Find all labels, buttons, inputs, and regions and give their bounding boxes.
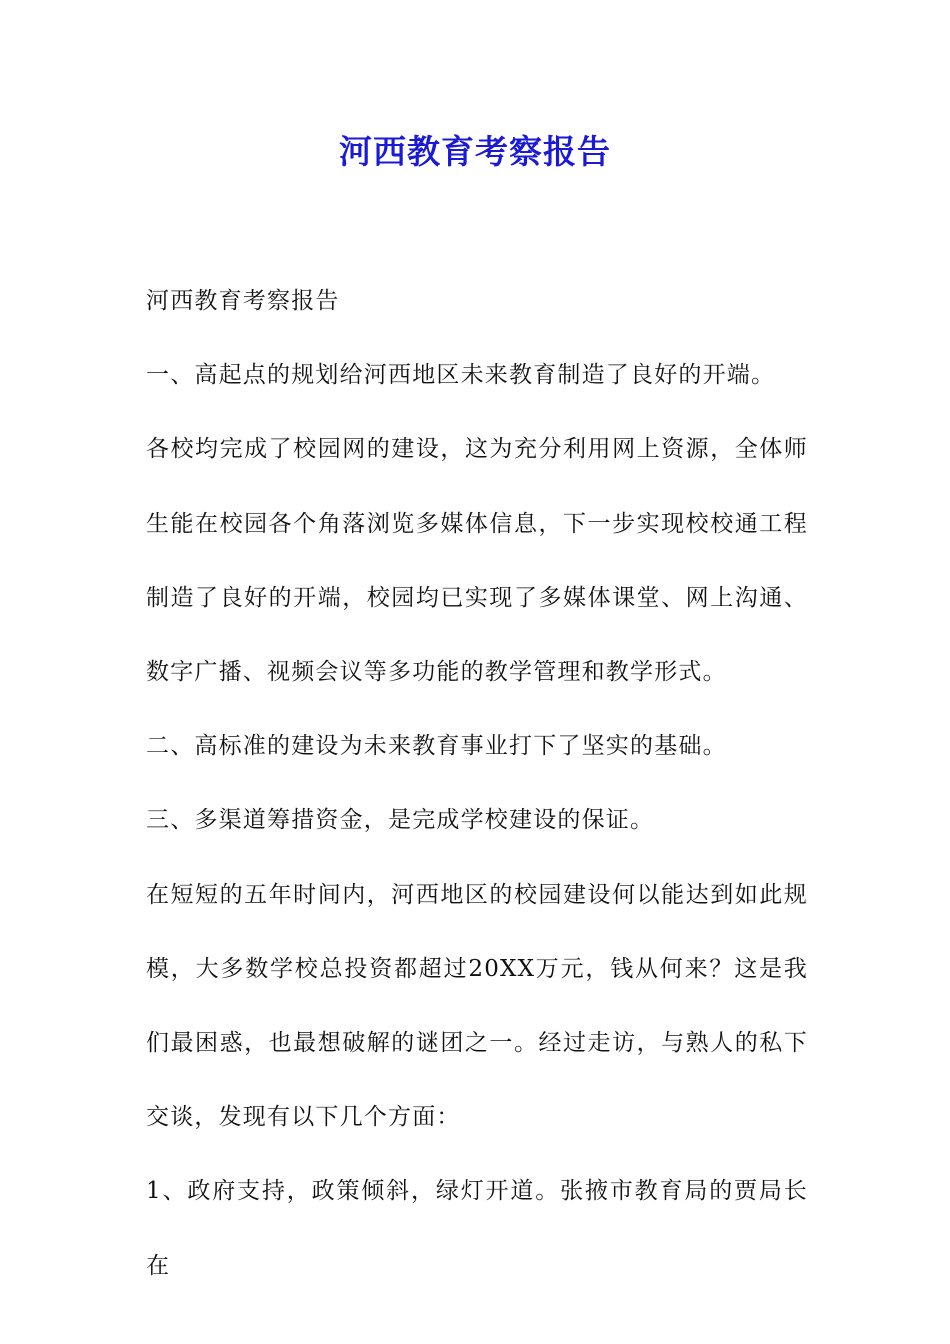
paragraph-funding: 在短短的五年时间内，河西地区的校园建设何以能达到如此规模，大多数学校总投资都超过20XX万元，钱从何来？这是我们最困惑，也最想破解的谜团之一。经过走访，与熟人的私下交谈，发现有以下几个方面：	[146, 881, 808, 1131]
document-title: 河西教育考察报告	[339, 132, 611, 171]
paragraph-section-2-heading: 二、高标准的建设为未来教育事业打下了坚实的基础。	[146, 733, 727, 760]
paragraph-subtitle: 河西教育考察报告	[146, 288, 340, 314]
paragraph-item-1: 1、政府支持，政策倾斜，绿灯开道。张掖市教育局的贾局长在	[146, 1178, 808, 1279]
document-body	[146, 264, 808, 1303]
paragraph-section-1-heading: 一、高起点的规划给河西地区未来教育制造了良好的开端。	[146, 362, 776, 389]
paragraph-section-3-heading: 三、多渠道筹措资金，是完成学校建设的保证。	[146, 807, 655, 834]
paragraph-campus-network: 各校均完成了校园网的建设，这为充分利用网上资源，全体师生能在校园各个角落浏览多媒体信息，下一步实现校校通工程制造了良好的开端，校园均已实现了多媒体课堂、网上沟通、数字广播、视频会议等多功能的教学管理和教学形式。	[146, 436, 808, 686]
